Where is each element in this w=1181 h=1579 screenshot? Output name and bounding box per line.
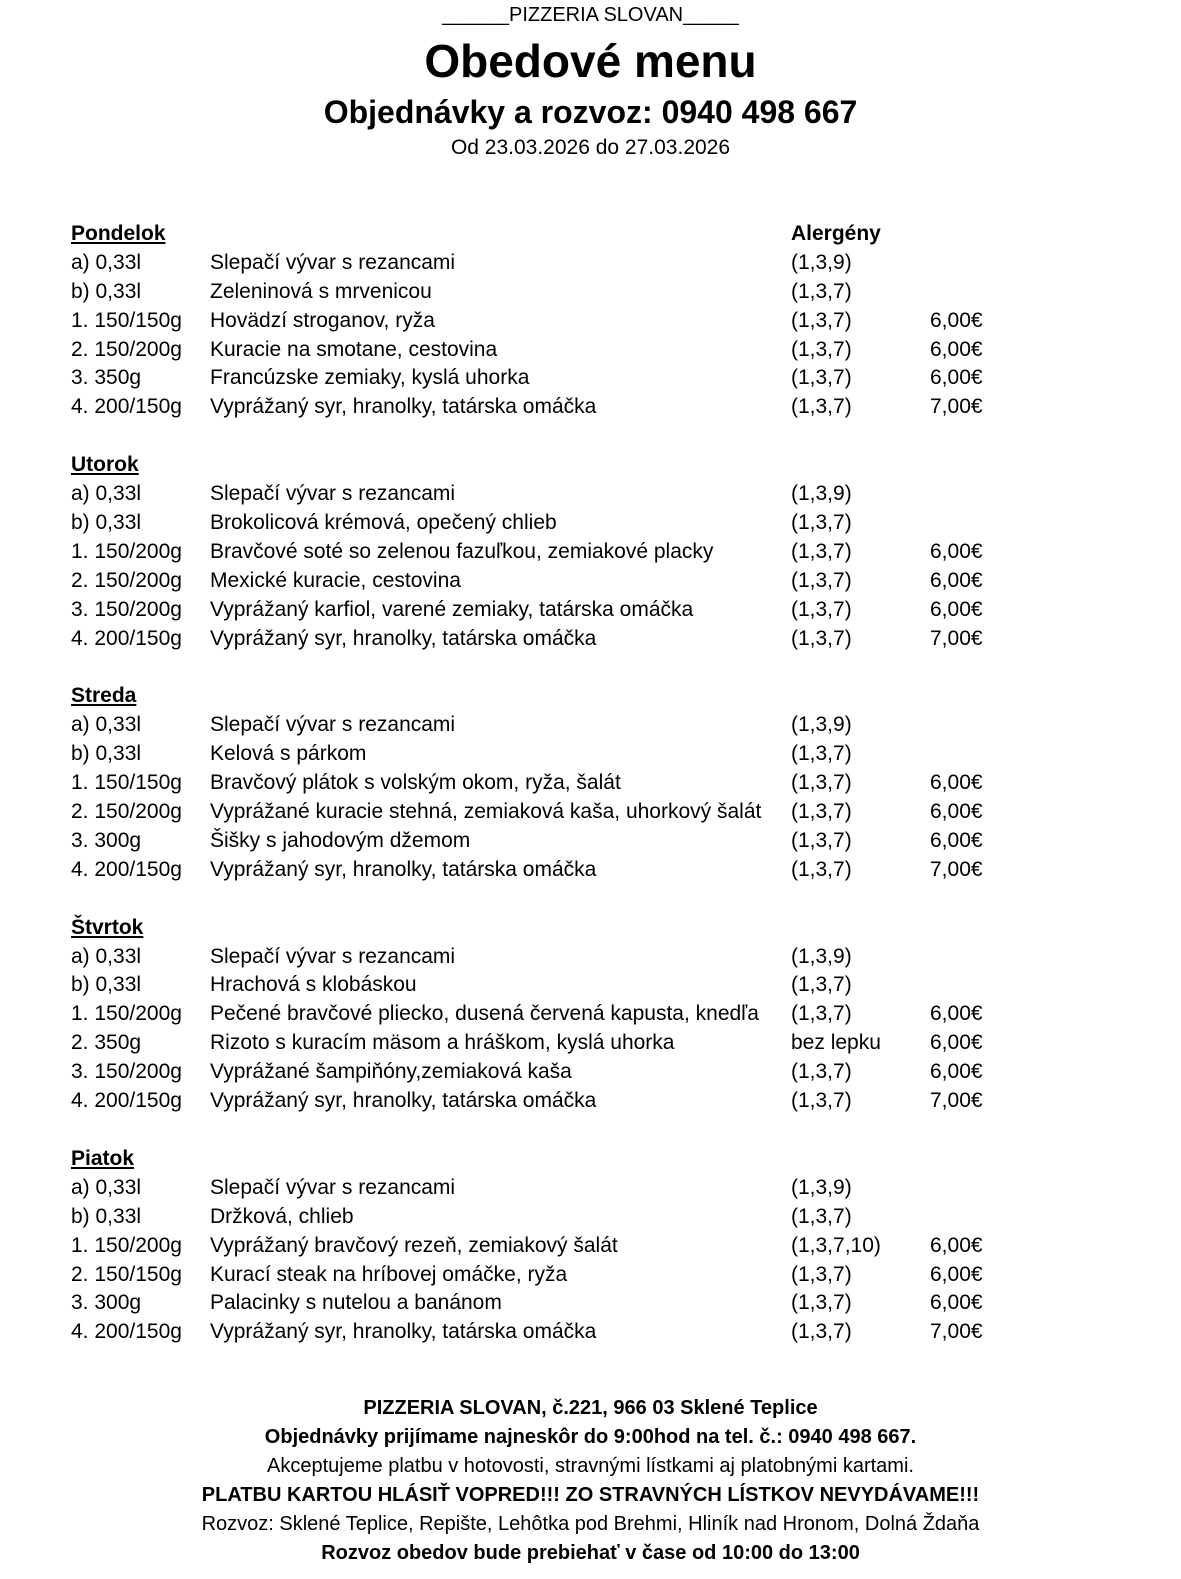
item-name: Pečené bravčové pliecko, dusená červená kapusta, knedľa <box>210 1002 759 1026</box>
item-price: 6,00€ <box>930 1291 983 1315</box>
item-price: 6,00€ <box>930 1031 983 1055</box>
item-allergens: (1,3,9) <box>791 944 852 968</box>
item-price: 6,00€ <box>930 828 983 852</box>
item-code: 1. 150/150g <box>71 308 182 332</box>
item-allergens: (1,3,9) <box>791 482 852 506</box>
menu-item-row <box>71 798 1071 827</box>
item-code: 4. 200/150g <box>71 626 182 650</box>
day-name: Utorok <box>71 453 139 477</box>
day-header <box>71 451 1071 480</box>
menu-item-row <box>71 538 1071 567</box>
day-header <box>71 914 1071 943</box>
item-allergens: (1,3,7) <box>791 568 852 592</box>
menu-item-row <box>71 596 1071 625</box>
item-name: Palacinky s nutelou a banánom <box>210 1291 502 1315</box>
item-price: 6,00€ <box>930 366 983 390</box>
item-price: 7,00€ <box>930 626 983 650</box>
menu-item-row <box>71 769 1071 798</box>
item-allergens: (1,3,7) <box>791 1089 852 1113</box>
order-phone: Objednávky a rozvoz: 0940 498 667 <box>323 94 858 130</box>
menu-item-row <box>71 1318 1071 1347</box>
item-allergens: (1,3,7,10) <box>791 1233 881 1257</box>
menu-item-row <box>71 1289 1071 1318</box>
day-header <box>71 220 1071 249</box>
item-code: a) 0,33l <box>71 250 142 274</box>
item-code: 2. 150/200g <box>71 568 182 592</box>
item-name: Vyprážaný syr, hranolky, tatárska omáčka <box>210 395 597 419</box>
footer-warning: PLATBU KARTOU HLÁSIŤ VOPRED!!! ZO STRAVNÝCH LÍSTKOV NEVYDÁVAME!!! <box>201 1484 980 1506</box>
item-price: 6,00€ <box>930 771 983 795</box>
item-name: Slepačí vývar s rezancami <box>210 250 456 274</box>
item-allergens: (1,3,7) <box>791 1262 852 1286</box>
menu-item-row <box>71 249 1071 278</box>
item-code: 4. 200/150g <box>71 395 182 419</box>
item-name: Vyprážaný syr, hranolky, tatárska omáčka <box>210 626 597 650</box>
item-code: 4. 200/150g <box>71 857 182 881</box>
item-name: Vyprážaný syr, hranolky, tatárska omáčka <box>210 1089 597 1113</box>
menu-item-row <box>71 1174 1071 1203</box>
item-allergens: (1,3,7) <box>791 511 852 535</box>
item-name: Hovädzí stroganov, ryža <box>210 308 435 332</box>
item-price: 7,00€ <box>930 857 983 881</box>
item-price: 6,00€ <box>930 597 983 621</box>
day-section <box>71 220 1071 422</box>
item-price: 6,00€ <box>930 800 983 824</box>
menu-item-row <box>71 971 1071 1000</box>
footer-delivery-time: Rozvoz obedov bude prebiehať v čase od 10:00 do 13:00 <box>321 1542 860 1564</box>
item-name: Kuracie na smotane, cestovina <box>210 337 498 361</box>
item-price: 6,00€ <box>930 1002 983 1026</box>
item-price: 6,00€ <box>930 1060 983 1084</box>
item-code: 2. 150/200g <box>71 337 182 361</box>
footer-payment: Akceptujeme platbu v hotovosti, stravnými lístkami aj platobnými kartami. <box>267 1455 914 1477</box>
item-allergens: (1,3,7) <box>791 1291 852 1315</box>
item-allergens: bez lepku <box>791 1031 881 1055</box>
item-name: Brokolicová krémová, opečený chlieb <box>210 511 557 535</box>
item-code: b) 0,33l <box>71 279 142 303</box>
item-name: Zeleninová s mrvenicou <box>210 279 432 303</box>
item-allergens: (1,3,7) <box>791 626 852 650</box>
item-name: Vyprážaný karfiol, varené zemiaky, tatárska omáčka <box>210 597 694 621</box>
menu-item-row <box>71 943 1071 972</box>
item-name: Držková, chlieb <box>210 1204 354 1228</box>
item-name: Šišky s jahodovým džemom <box>210 828 471 852</box>
item-name: Vyprážaný syr, hranolky, tatárska omáčka <box>210 857 597 881</box>
menu-item-row <box>71 1087 1071 1116</box>
day-header <box>71 682 1071 711</box>
item-allergens: (1,3,7) <box>791 771 852 795</box>
item-code: 3. 350g <box>71 366 142 390</box>
item-allergens: (1,3,7) <box>791 337 852 361</box>
menu-item-row <box>71 336 1071 365</box>
day-section <box>71 914 1071 1116</box>
menu-item-row <box>71 1261 1071 1290</box>
item-code: a) 0,33l <box>71 1175 142 1199</box>
item-code: 3. 300g <box>71 828 142 852</box>
item-name: Slepačí vývar s rezancami <box>210 1175 456 1199</box>
item-allergens: (1,3,7) <box>791 800 852 824</box>
footer-address: PIZZERIA SLOVAN, č.221, 966 03 Sklené Teplice <box>363 1397 818 1419</box>
item-allergens: (1,3,9) <box>791 250 852 274</box>
item-allergens: (1,3,9) <box>791 1175 852 1199</box>
item-code: 1. 150/200g <box>71 1233 182 1257</box>
item-price: 6,00€ <box>930 568 983 592</box>
item-name: Slepačí vývar s rezancami <box>210 944 456 968</box>
item-price: 7,00€ <box>930 1089 983 1113</box>
item-code: 2. 150/200g <box>71 800 182 824</box>
item-price: 6,00€ <box>930 337 983 361</box>
brand-line: ______PIZZERIA SLOVAN_____ <box>442 4 739 26</box>
item-code: 3. 150/200g <box>71 1060 182 1084</box>
menu-item-row <box>71 1232 1071 1261</box>
item-name: Rizoto s kuracím mäsom a hráškom, kyslá uhorka <box>210 1031 675 1055</box>
menu-item-row <box>71 740 1071 769</box>
menu-item-row <box>71 1029 1071 1058</box>
item-allergens: (1,3,7) <box>791 366 852 390</box>
item-price: 6,00€ <box>930 539 983 563</box>
date-range: Od 23.03.2026 do 27.03.2026 <box>450 136 731 159</box>
item-allergens: (1,3,7) <box>791 395 852 419</box>
item-name: Hrachová s klobáskou <box>210 973 417 997</box>
day-section <box>71 1145 1071 1347</box>
item-name: Kurací steak na hríbovej omáčke, ryža <box>210 1262 568 1286</box>
footer <box>0 1394 1181 1568</box>
day-name: Streda <box>71 684 137 708</box>
item-code: 1. 150/150g <box>71 771 182 795</box>
day-name: Piatok <box>71 1146 135 1170</box>
item-price: 6,00€ <box>930 1233 983 1257</box>
item-code: 4. 200/150g <box>71 1320 182 1344</box>
item-allergens: (1,3,7) <box>791 742 852 766</box>
item-price: 6,00€ <box>930 1262 983 1286</box>
item-name: Slepačí vývar s rezancami <box>210 713 456 737</box>
item-allergens: (1,3,7) <box>791 1002 852 1026</box>
item-code: b) 0,33l <box>71 742 142 766</box>
day-name: Pondelok <box>71 222 166 245</box>
menu-item-row <box>71 278 1071 307</box>
menu-item-row <box>71 480 1071 509</box>
day-name: Štvrtok <box>71 915 144 939</box>
item-code: b) 0,33l <box>71 511 142 535</box>
item-name: Mexické kuracie, cestovina <box>210 568 461 592</box>
item-code: 1. 150/200g <box>71 539 182 563</box>
menu-item-row <box>71 1058 1071 1087</box>
item-name: Vyprážané kuracie stehná, zemiaková kaša, uhorkový šalát <box>210 800 762 824</box>
item-name: Bravčový plátok s volským okom, ryža, šalát <box>210 771 621 795</box>
menu-item-row <box>71 567 1071 596</box>
item-name: Vyprážaný syr, hranolky, tatárska omáčka <box>210 1320 597 1344</box>
item-allergens: (1,3,7) <box>791 828 852 852</box>
menu-item-row <box>71 393 1071 422</box>
item-price: 7,00€ <box>930 1320 983 1344</box>
item-allergens: (1,3,7) <box>791 973 852 997</box>
menu-item-row <box>71 711 1071 740</box>
menu-item-row <box>71 827 1071 856</box>
item-code: b) 0,33l <box>71 1204 142 1228</box>
item-name: Kelová s párkom <box>210 742 367 766</box>
footer-delivery-area: Rozvoz: Sklené Teplice, Repište, Lehôtka pod Brehmi, Hliník nad Hronom, Dolná Ždaňa <box>201 1513 980 1535</box>
day-header <box>71 1145 1071 1174</box>
item-code: a) 0,33l <box>71 482 142 506</box>
item-name: Bravčové soté so zelenou fazuľkou, zemiakové placky <box>210 539 714 563</box>
item-code: b) 0,33l <box>71 973 142 997</box>
item-code: 1. 150/200g <box>71 1002 182 1026</box>
menu-item-row <box>71 307 1071 336</box>
item-allergens: (1,3,9) <box>791 713 852 737</box>
menu-item-row <box>71 625 1071 654</box>
item-allergens: (1,3,7) <box>791 857 852 881</box>
item-name: Vyprážané šampiňóny,zemiaková kaša <box>210 1060 572 1084</box>
menu-item-row <box>71 509 1071 538</box>
menu-item-row <box>71 1000 1071 1029</box>
weekly-menu <box>71 220 1071 1376</box>
item-code: 3. 150/200g <box>71 597 182 621</box>
item-code: 4. 200/150g <box>71 1089 182 1113</box>
item-price: 6,00€ <box>930 308 983 332</box>
item-code: 2. 350g <box>71 1031 142 1055</box>
item-code: a) 0,33l <box>71 713 142 737</box>
item-allergens: (1,3,7) <box>791 279 852 303</box>
item-code: 3. 300g <box>71 1291 142 1315</box>
item-allergens: (1,3,7) <box>791 1320 852 1344</box>
item-name: Francúzske zemiaky, kyslá uhorka <box>210 366 530 390</box>
allergens-header: Alergény <box>791 222 881 245</box>
item-name: Vyprážaný bravčový rezeň, zemiakový šalát <box>210 1233 618 1257</box>
page-title: Obedové menu <box>424 35 757 87</box>
item-name: Slepačí vývar s rezancami <box>210 482 456 506</box>
menu-item-row <box>71 1203 1071 1232</box>
footer-orders: Objednávky prijímame najneskôr do 9:00hod na tel. č.: 0940 498 667. <box>264 1426 917 1448</box>
item-allergens: (1,3,7) <box>791 539 852 563</box>
item-allergens: (1,3,7) <box>791 597 852 621</box>
menu-item-row <box>71 856 1071 885</box>
menu-item-row <box>71 364 1071 393</box>
day-section <box>71 451 1071 653</box>
item-allergens: (1,3,7) <box>791 1204 852 1228</box>
item-code: a) 0,33l <box>71 944 142 968</box>
item-allergens: (1,3,7) <box>791 1060 852 1084</box>
item-price: 7,00€ <box>930 395 983 419</box>
item-allergens: (1,3,7) <box>791 308 852 332</box>
day-section <box>71 682 1071 884</box>
item-code: 2. 150/150g <box>71 1262 182 1286</box>
